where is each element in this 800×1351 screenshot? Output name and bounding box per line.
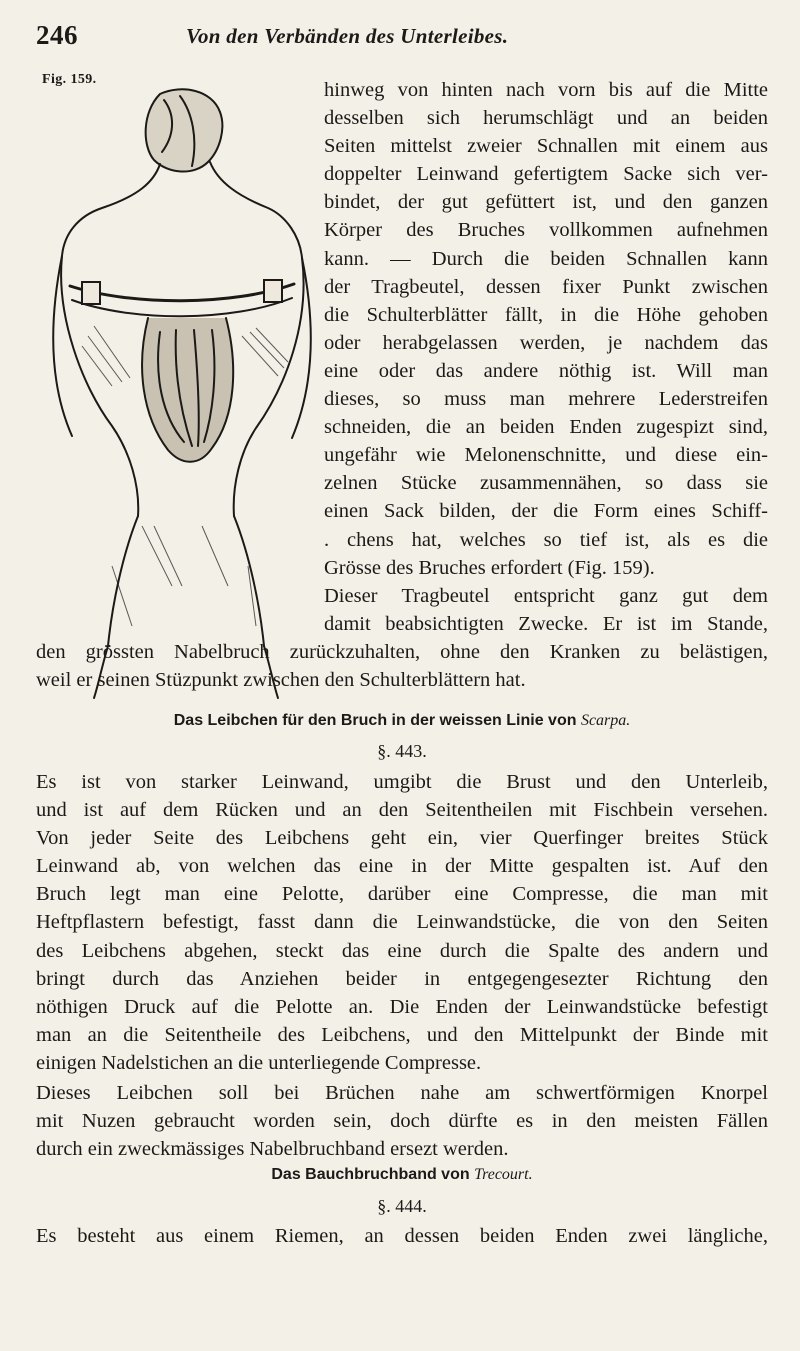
text-line: nöthigen Druck auf die Pelotte an. Die Enden der Leinwandstücke befestigt [36, 995, 768, 1018]
text-line: dieses, so muss man mehrere Lederstreifen [324, 388, 768, 411]
paragraph-2-full [36, 638, 768, 694]
text-line: einigen Nadelstichen an die unterliegende Compresse. [36, 1051, 482, 1074]
text-line: Es besteht aus einem Riemen, an dessen beiden Enden zwei längliche, [36, 1225, 768, 1247]
section-444-heading [36, 1166, 768, 1184]
text-line: zelnen Stücke zusammennähen, so dass sie [324, 472, 768, 495]
text-line: ungefähr wie Melonenschnitte, und diese ein- [324, 444, 768, 467]
running-title: Von den Verbänden des Unterleibes. [186, 24, 509, 48]
text-line: Bruch legt man eine Pelotte, darüber eine Compresse, die man mit [36, 883, 768, 906]
running-head [36, 20, 770, 56]
heading-text: Das Leibchen für den Bruch in der weissen Linie von [173, 712, 577, 729]
truss-torso-illustration-icon [42, 86, 320, 706]
text-line: und ist auf dem Rücken und an den Seitentheilen mit Fischbein versehen. [36, 799, 768, 822]
text-line: damit beabsichtigten Zwecke. Er ist im Stande, [324, 613, 768, 636]
text-line: der Tragbeutel, dessen fixer Punkt zwischen [324, 275, 768, 298]
section-444-paragraph-1 [36, 1222, 768, 1250]
text-line: Heftpflastern befestigt, fasst dann die Leinwandstücke, die von den Seiten [36, 911, 768, 934]
heading-author: Scarpa. [580, 712, 631, 729]
section-443-number: §. 443. [377, 741, 427, 761]
text-line: bringt durch das Anziehen beider in entgegengesezter Richtung den [36, 967, 768, 990]
figure-label: Fig. 159. [42, 72, 97, 87]
heading-author: Trecourt. [474, 1166, 533, 1183]
section-444-number: §. 444. [377, 1196, 427, 1216]
text-line: durch ein zweckmässiges Nabelbruchband ersezt werden. [36, 1138, 509, 1161]
text-line: desselben sich herumschlägt und an beiden [324, 107, 768, 130]
section-443-paragraph-2 [36, 1079, 768, 1163]
text-line: Es ist von starker Leinwand, umgibt die Brust und den Unterleib, [36, 771, 768, 793]
text-line: Seiten mittelst zweier Schnallen mit einem aus [324, 135, 768, 158]
text-line: des Leibchens abgehen, steckt das eine durch die Spalte des andern und [36, 939, 768, 962]
text-line: weil er seinen Stüzpunkt zwischen den Schulterblättern hat. [36, 669, 526, 692]
text-line: . chens hat, welches so tief ist, als es die [324, 528, 768, 551]
section-443-paragraph-1 [36, 768, 768, 1077]
text-line: die Schulterblätter fällt, in die Höhe gehoben [324, 303, 768, 326]
text-line: mit Nuzen gebraucht worden sein, doch dürfte es in den meisten Fällen [36, 1110, 768, 1133]
text-line: bindet, der gut gefüttert ist, und den ganzen [324, 191, 768, 214]
text-line: man an die Seitentheile des Leibchens, und den Mittelpunkt der Binde mit [36, 1023, 768, 1046]
text-line: Von jeder Seite des Leibchens geht ein, vier Querfinger breites Stück [36, 827, 768, 850]
text-line: oder herabgelassen werden, je nachdem das [324, 331, 768, 354]
text-line: doppelter Leinwand gefertigtem Sacke sich ver- [324, 163, 768, 186]
text-line: den grössten Nabelbruch zurückzuhalten, ohne den Kranken zu belästigen, [36, 641, 768, 663]
text-line: eine oder das andere nöthig ist. Will man [324, 359, 768, 382]
text-line: Dieser Tragbeutel entspricht ganz gut dem [324, 585, 768, 607]
text-line: Grösse des Bruches erfordert (Fig. 159). [324, 556, 655, 579]
section-443-heading [36, 712, 768, 730]
text-line: schneiden, die an beiden Enden zugespizt sind, [324, 416, 768, 439]
text-line: einen Sack bilden, der die Form eines Schiff- [324, 500, 768, 523]
text-line: kann. — Durch die beiden Schnallen kann [324, 247, 768, 270]
text-line: Körper des Bruches vollkommen aufnehmen [324, 219, 768, 242]
figure-159 [42, 72, 320, 712]
paragraph-2-right [324, 582, 768, 638]
text-line: Dieses Leibchen soll bei Brüchen nahe am schwertförmigen Knorpel [36, 1082, 768, 1104]
text-line: hinweg von hinten nach vorn bis auf die Mitte [324, 79, 768, 101]
page-number: 246 [36, 20, 78, 50]
heading-text: Das Bauchbruchband von [271, 1166, 470, 1183]
text-line: Leinwand ab, von welchen das eine in der Mitte gespalten ist. Auf den [36, 855, 768, 878]
paragraph-1 [324, 76, 768, 582]
